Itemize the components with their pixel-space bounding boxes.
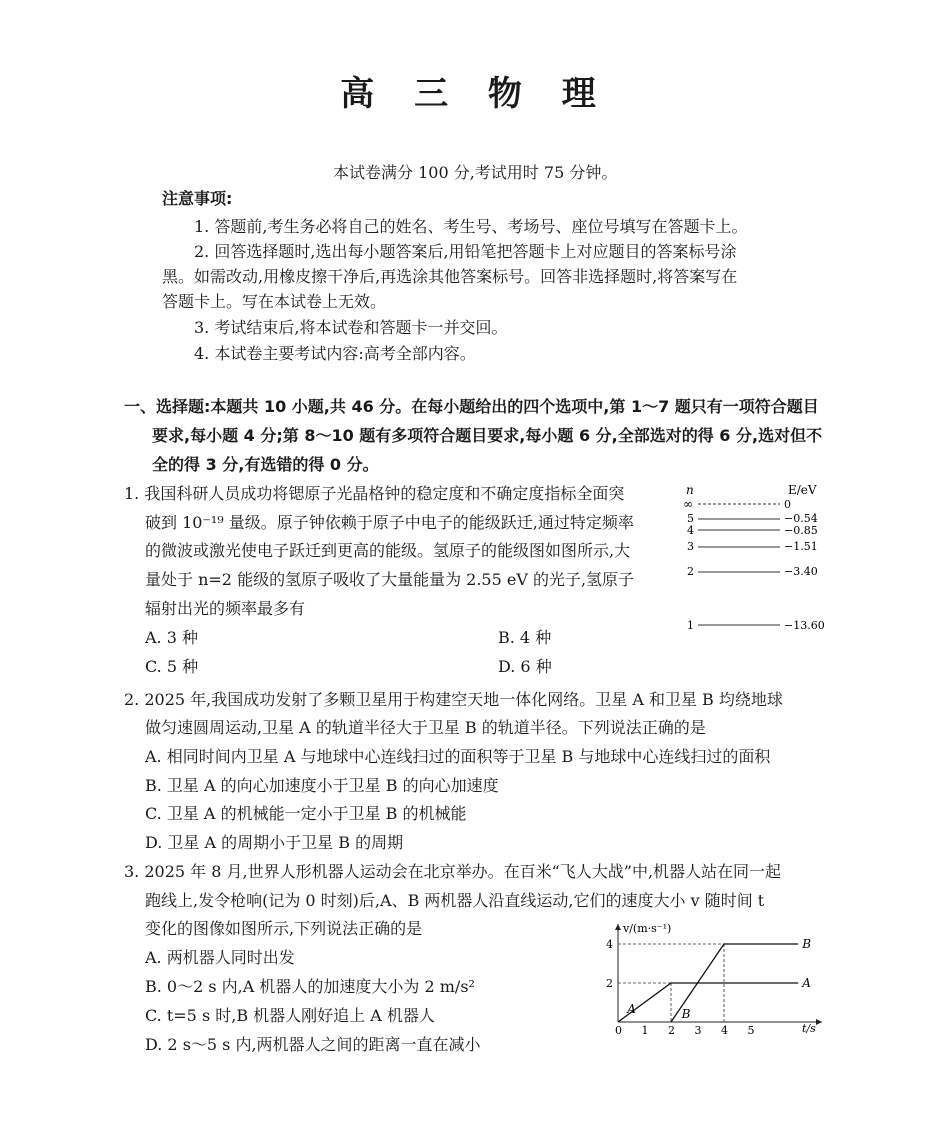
level-e: −0.85	[784, 524, 818, 537]
notice-line: 答题卡上。写在本试卷上无效。	[162, 292, 387, 311]
level-e: 0	[784, 498, 791, 511]
y-axis-label: v/(m·s⁻¹)	[623, 922, 672, 935]
x-tick-label: 0	[615, 1024, 622, 1037]
level-n: 5	[687, 512, 694, 525]
level-n: 3	[687, 540, 694, 553]
level-e: −13.60	[784, 619, 825, 632]
section-heading: 要求,每小题 4 分;第 8～10 题有多项符合题目要求,每小题 6 分,全部选对的得 6 分,选对但不	[152, 426, 823, 445]
q3-stem: 3. 2025 年 8 月,世界人形机器人运动会在北京举办。在百米“飞人大战”中,机器人站在同一起	[124, 862, 782, 881]
velocity-time-graph	[598, 918, 830, 1038]
notice-line: 4. 本试卷主要考试内容:高考全部内容。	[194, 344, 476, 363]
q1-stem: 量处于 n=2 能级的氢原子吸收了大量能量为 2.55 eV 的光子,氢原子	[145, 570, 635, 589]
y-tick-label: 4	[606, 938, 613, 951]
q1-option-b: B. 4 种	[498, 628, 552, 647]
q1-stem: 辐射出光的频率最多有	[145, 599, 306, 618]
series-line-A	[618, 983, 798, 1022]
x-tick-label: 4	[721, 1024, 728, 1037]
level-e: −3.40	[784, 565, 818, 578]
y-tick-label: 2	[606, 977, 613, 990]
level-e: −0.54	[784, 512, 818, 525]
q3-stem: 跑线上,发令枪响(记为 0 时刻)后,A、B 两机器人沿直线运动,它们的速度大小 v 随时间 t	[145, 891, 765, 910]
level-n: 1	[687, 619, 694, 632]
series-end-label: A	[802, 976, 811, 990]
series-label-a: A	[627, 1002, 636, 1017]
x-tick-label: 5	[747, 1024, 755, 1037]
series-label-b: B	[681, 1007, 691, 1021]
q1-option-d: D. 6 种	[498, 657, 552, 676]
q1-stem: 1. 我国科研人员成功将锶原子光晶格钟的稳定度和不确定度指标全面突	[124, 484, 625, 503]
energy-level-diagram	[680, 484, 830, 634]
q1-option-a: A. 3 种	[145, 628, 198, 647]
q3-stem: 变化的图像如图所示,下列说法正确的是	[145, 919, 423, 938]
q1-stem: 的微波或激光使电子跃迁到更高的能级。氢原子的能级图如图所示,大	[145, 541, 631, 560]
x-tick-label: 2	[668, 1024, 675, 1037]
q3-option-a: A. 两机器人同时出发	[145, 948, 295, 967]
section-heading: 一、选择题:本题共 10 小题,共 46 分。在每小题给出的四个选项中,第 1～7 题只有一项符合题目	[124, 397, 819, 416]
q2-option-d: D. 卫星 A 的周期小于卫星 B 的周期	[145, 833, 404, 852]
notice-line: 3. 考试结束后,将本试卷和答题卡一并交回。	[194, 318, 508, 337]
notice-line: 黑。如需改动,用橡皮擦干净后,再选涂其他答案标号。回答非选择题时,将答案写在	[162, 267, 738, 286]
section-heading: 全的得 3 分,有选错的得 0 分。	[152, 455, 379, 474]
q1-stem: 破到 10⁻¹⁹ 量级。原子钟依赖于原子中电子的能级跃迁,通过特定频率	[145, 513, 634, 532]
x-tick-label: 1	[641, 1024, 649, 1037]
level-n: ∞	[683, 497, 693, 511]
series-end-label: B	[802, 937, 812, 951]
notice-heading: 注意事项:	[162, 189, 233, 208]
q3-option-b: B. 0～2 s 内,A 机器人的加速度大小为 2 m/s²	[145, 977, 475, 996]
exam-info: 本试卷满分 100 分,考试用时 75 分钟。	[333, 163, 618, 182]
notice-line: 1. 答题前,考生务必将自己的姓名、考生号、考场号、座位号填写在答题卡上。	[194, 217, 748, 236]
level-n: 4	[687, 524, 694, 537]
page-title: 高 三 物 理	[340, 74, 610, 114]
q3-option-d: D. 2 s～5 s 内,两机器人之间的距离一直在减小	[145, 1035, 481, 1054]
q2-option-b: B. 卫星 A 的向心加速度小于卫星 B 的向心加速度	[145, 776, 499, 795]
x-axis-label: t/s	[802, 1022, 816, 1035]
q2-option-c: C. 卫星 A 的机械能一定小于卫星 B 的机械能	[145, 804, 467, 823]
level-e: −1.51	[784, 540, 818, 553]
q2-option-a: A. 相同时间内卫星 A 与地球中心连线扫过的面积等于卫星 B 与地球中心连线扫过的面积	[145, 747, 771, 766]
notice-line: 2. 回答选择题时,选出每小题答案后,用铅笔把答题卡上对应题目的答案标号涂	[194, 242, 737, 261]
q1-option-c: C. 5 种	[145, 657, 199, 676]
q2-stem: 2. 2025 年,我国成功发射了多颗卫星用于构建空天地一体化网络。卫星 A 和卫星 B 均绕地球	[124, 690, 783, 709]
level-n: 2	[687, 565, 694, 578]
q2-stem: 做匀速圆周运动,卫星 A 的轨道半径大于卫星 B 的轨道半径。下列说法正确的是	[145, 718, 706, 737]
n-axis-label: n	[686, 484, 694, 497]
q3-option-c: C. t=5 s 时,B 机器人刚好追上 A 机器人	[145, 1006, 435, 1025]
x-tick-label: 3	[694, 1024, 702, 1037]
energy-axis-label: E/eV	[788, 484, 817, 497]
